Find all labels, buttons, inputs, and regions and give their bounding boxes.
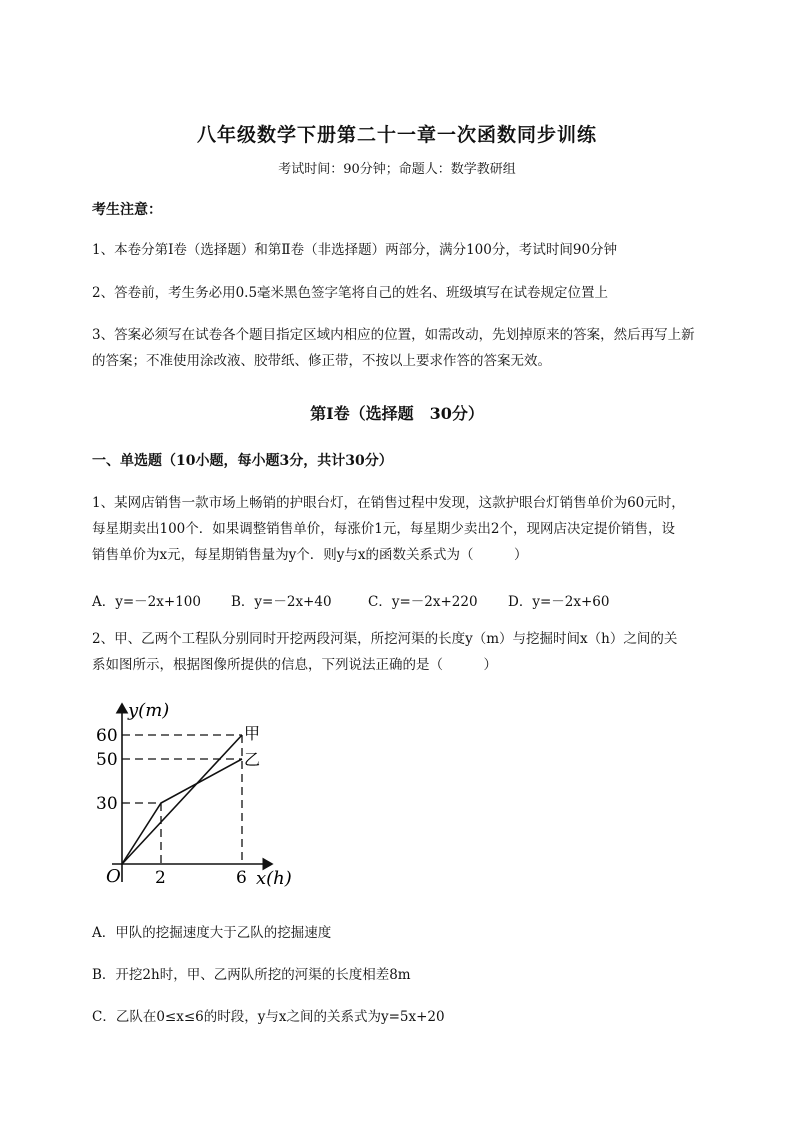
q2-option-c[interactable]: C．乙队在0≤x≤6的时段，y与x之间的关系式为y=5x+20: [92, 1009, 445, 1025]
y-tick-50: 50: [96, 750, 118, 770]
series-yi: [122, 759, 242, 864]
exam-info: 考试时间：90分钟；命题人：数学教研组: [278, 162, 516, 177]
q2-option-b[interactable]: B．开挖2h时，甲、乙两队所挖的河渠的长度相差8m: [92, 967, 411, 983]
x-axis-label: x(h): [256, 868, 292, 889]
q1-option-a[interactable]: A．y=－2x+100: [92, 594, 201, 610]
part-heading: 一、单选题（10小题，每小题3分，共计30分）: [92, 453, 393, 469]
section-title: 第I卷（选择题 30分）: [310, 404, 484, 423]
x-tick-2: 2: [155, 868, 166, 888]
notice-item-1: 1、本卷分第I卷（选择题）和第Ⅱ卷（非选择题）两部分，满分100分，考试时间90分钟: [92, 242, 618, 258]
series-label-jia: 甲: [244, 724, 261, 743]
y-tick-60: 60: [96, 726, 118, 746]
q1-option-c[interactable]: C．y=－2x+220: [368, 594, 478, 610]
series-label-yi: 乙: [244, 750, 261, 769]
q2-line-1: 2、甲、乙两个工程队分别同时开挖两段河渠，所挖河渠的长度y（m）与挖掘时间x（h）之间的关: [92, 631, 678, 647]
q2-graph: [92, 692, 312, 897]
x-tick-6: 6: [236, 868, 247, 888]
notice-item-2: 2、答卷前，考生务必用0.5毫米黑色签字笔将自己的姓名、班级填写在试卷规定位置上: [92, 285, 609, 301]
series-jia: [122, 735, 242, 864]
page-title: 八年级数学下册第二十一章一次函数同步训练: [196, 124, 597, 146]
notice-item-3: 3、答案必须写在试卷各个题目指定区域内相应的位置，如需改动，先划掉原来的答案，然后再写上新: [92, 327, 695, 343]
y-axis-label: y(m): [128, 700, 170, 721]
q1-line-1: 1、某网店销售一款市场上畅销的护眼台灯，在销售过程中发现，这款护眼台灯销售单价为60元时，: [92, 495, 685, 511]
q1-line-3: 销售单价为x元，每星期销售量为y个．则y与x的函数关系式为（ ）: [92, 547, 528, 563]
notice-item-3-cont: 的答案；不准使用涂改液、胶带纸、修正带，不按以上要求作答的答案无效。: [92, 353, 551, 369]
origin-label: O: [106, 866, 121, 887]
q1-option-b[interactable]: B．y=－2x+40: [231, 594, 332, 610]
q2-line-2: 系如图所示，根据图像所提供的信息，下列说法正确的是（ ）: [92, 657, 497, 673]
q2-option-a[interactable]: A．甲队的挖掘速度大于乙队的挖掘速度: [92, 925, 332, 941]
q1-line-2: 每星期卖出100个．如果调整销售单价，每涨价1元，每星期少卖出2个，现网店决定提价销售，设: [92, 521, 675, 537]
notice-heading: 考生注意：: [92, 202, 162, 218]
y-tick-30: 30: [96, 794, 118, 814]
q1-option-d[interactable]: D．y=－2x+60: [508, 594, 610, 610]
